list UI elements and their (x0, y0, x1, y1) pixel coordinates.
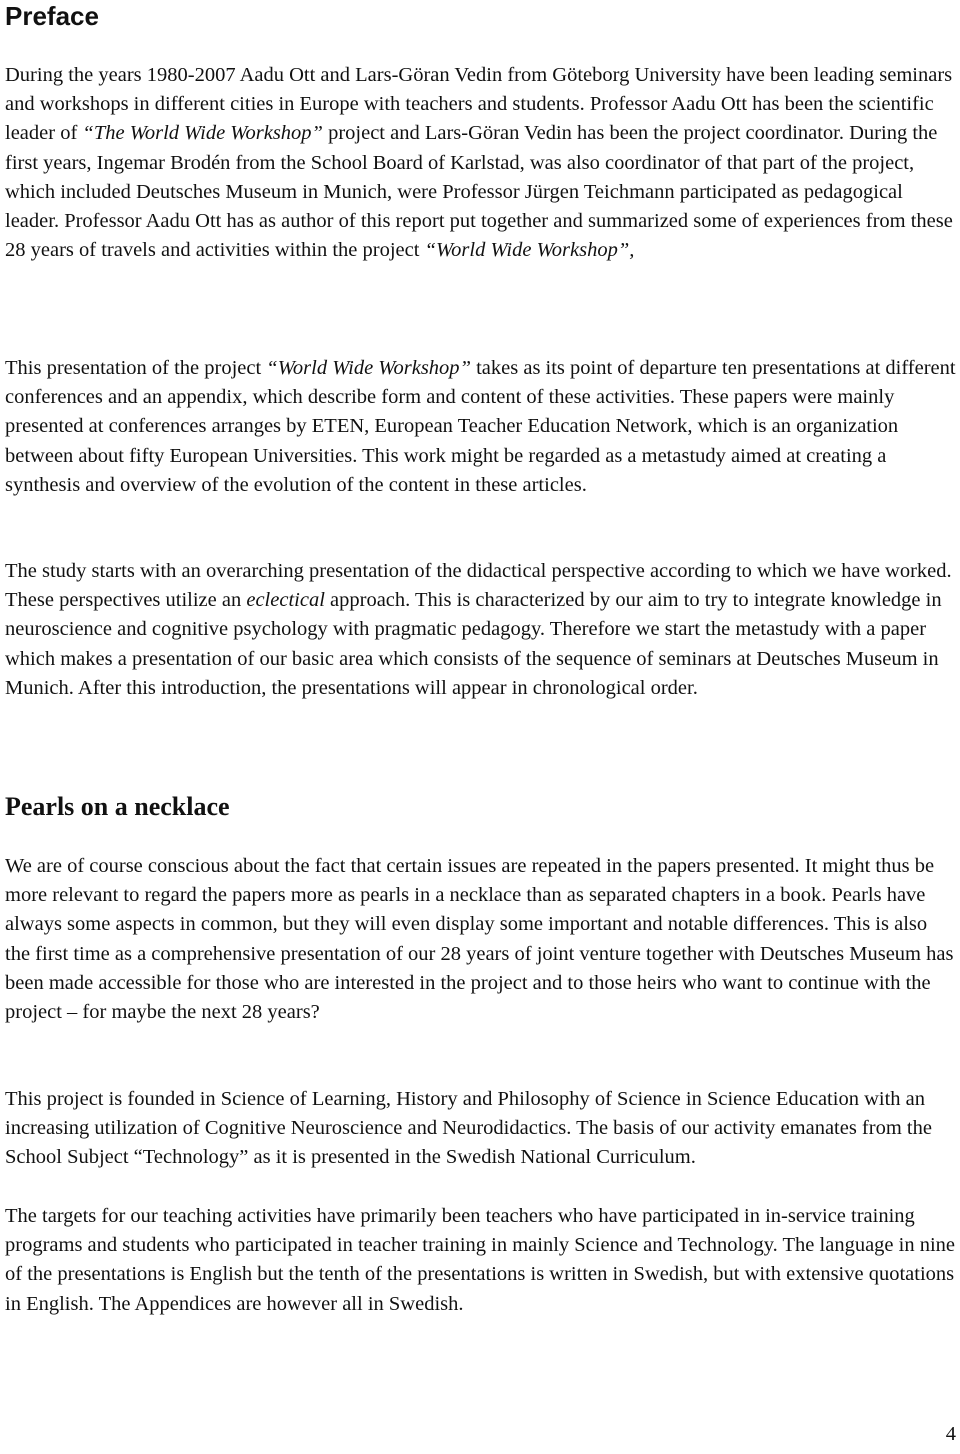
preface-p1-italic-title: “The World Wide Workshop” (82, 122, 323, 145)
preface-p2-italic-project: “World Wide Workshop” (266, 357, 471, 379)
preface-p1-italic-project: “World Wide Workshop” (424, 239, 630, 262)
pearls-paragraph-1: We are of course conscious about the fact that certain issues are repeated in the papers presented. It might thus be more relevant to regard the papers more as pearls in a necklace than as separated chapters in a book. Pearls have always some aspects in common, but they will even display some important and notable differences. This is also the first time as a comprehensive presentation of our 28 years of joint venture together with Deutsches Museum has been made accessible for those who are interested in the project and to those heirs who want to continue with the project – for maybe the next 28 years? (5, 855, 954, 1024)
preface-paragraph-1: During the years 1980-2007 Aadu Ott and Lars-Göran Vedin from Göteborg University have been leading seminars and workshops in different cities in Europe with teachers and students. Professor Aadu Ott has been the scientific leader of “The World Wide Workshop” project and Lars-Göran Vedin has been the project coordinator. During the first years, Ingemar Brodén from the School Board of Karlstad, was also coordinator of that part of the project, which included Deutsches Museum in Munich, were Professor Jürgen Teichmann participated as pedagogical leader. Professor Aadu Ott has as author of this report put together and summarized some of experiences from these 28 years of travels and activities within the project “World Wide Workshop”, (5, 64, 953, 262)
preface-heading: Preface (5, 1, 99, 31)
preface-p3-text-a: The study starts with an overarching presentation of the didactical perspective according to which we have worked. These perspectives utilize an (5, 560, 952, 612)
pearls-paragraph-3: The targets for our teaching activities have primarily been teachers who have participated in in-service training programs and students who participated in teacher training in mainly Science and Technology. The language in nine of the presentations is English but the tenth of the presentations is written in Swedish, but with extensive quotations in English. The Appendices are however all in Swedish. (5, 1205, 956, 1315)
preface-p1-text-a: During the years 1980-2007 Aadu Ott and Lars-Göran Vedin from Göteborg University have been leading seminars and workshops in different cities in Europe with teachers and students. Professor Aadu Ott has been the scientific leader of (5, 64, 953, 145)
preface-p3-text-c: approach. This is characterized by our aim to try to integrate knowledge in neuroscience and cognitive psychology with pragmatic pedagogy. Therefore we start the metastudy with a paper which makes a presentation of our basic area which consists of the sequence of seminars at Deutsches Museum in Munich. After this introduction, the presentations will appear in chronological order. (5, 589, 942, 699)
page-number: 4 (945, 1423, 956, 1445)
preface-p3-italic-word: eclectical (246, 589, 325, 612)
pearls-heading: Pearls on a necklace (5, 792, 230, 821)
preface-paragraph-3 (5, 557, 957, 703)
preface-p2-text-c: takes as its point of departure ten presentations at different conferences and an appendix, which describe form and content of these activities. These papers were mainly presented at conferences arranges by ETEN, European Teacher Education Network, which is an organization between about fifty European Universities. This work might be regarded as a metastudy aimed at creating a synthesis and overview of the evolution of the content in these articles. (5, 357, 956, 496)
preface-paragraph-2 (5, 354, 957, 500)
pearls-paragraph-2: This project is founded in Science of Learning, History and Philosophy of Science in Science Education with an increasing utilization of Cognitive Neuroscience and Neurodidactics. The basis of our activity emanates from the School Subject “Technology” as it is presented in the Swedish National Curriculum. (5, 1088, 932, 1169)
preface-p1-text-c: project and Lars-Göran Vedin has been the project coordinator. During the first years, Ingemar Brodén from the School Board of Karlstad, was also coordinator of that part of the project, which included Deutsches Museum in Munich, were Professor Jürgen Teichmann participated as pedagogical leader. Professor Aadu Ott has as author of this report put together and summarized some of experiences from these 28 years of travels and activities within the project (5, 122, 953, 262)
preface-p2-text-a: This presentation of the project (5, 357, 267, 379)
